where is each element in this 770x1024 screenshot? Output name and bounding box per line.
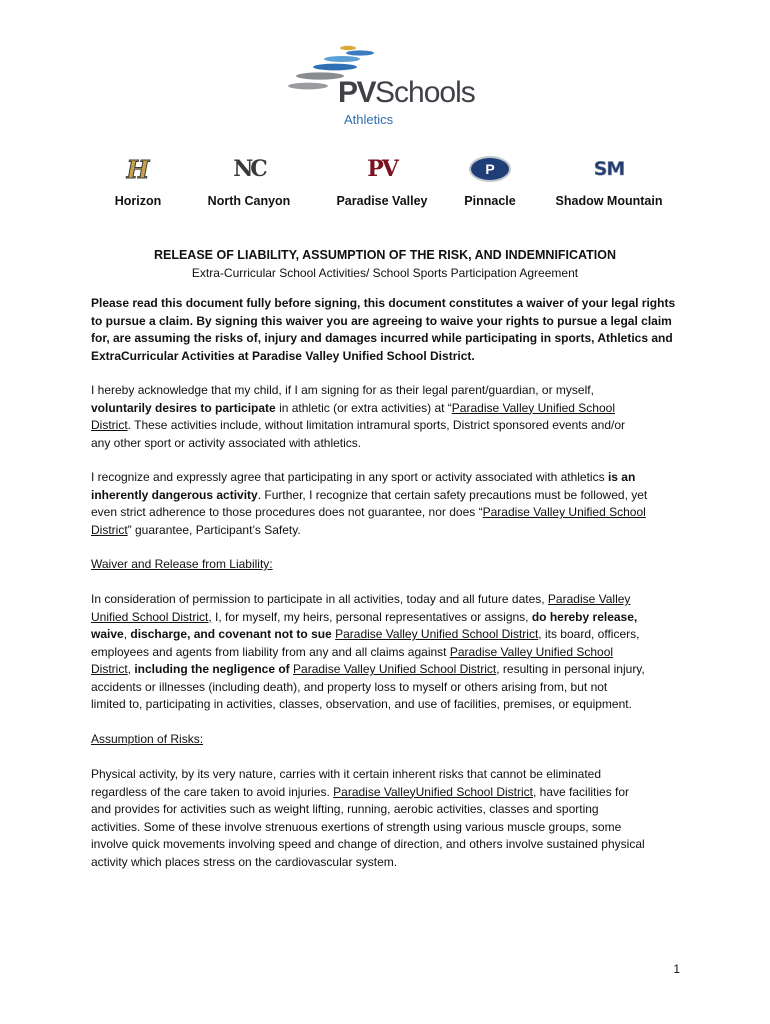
district-link: Paradise Valley Unified School (482, 505, 646, 519)
north-canyon-logo-icon: NC (233, 156, 265, 182)
waiver-paragraph: In consideration of permission to participate in all activities, today and all future dates, Paradise Valley Unified School District, I, for myself, my heirs, personal representatives or assigns, do hereby release, waive, discharge, and covenant not to sue Paradise Valley Unified School District, its board, officers, employees and agents from liability from any and all claims against Paradise Valley Unified School District, including the negligence of Paradise Valley Unified School District, resulting in personal injury, accidents or illnesses (including death), and property loss to myself or others arising from, but not limited to, participating in activities, classes, observation, and use of facilities, premises, or equipment. (91, 592, 645, 711)
risks-paragraph: Physical activity, by its very nature, carries with it certain inherent risks that cannot be eliminated regardless of the care taken to avoid injuries. Paradise ValleyUnified School District, have facilities for and provides for activities such as weight lifting, running, aerobic activities, classes and sporting activities. Some of these involve strenuous exertions of strength using various muscle groups, some involve quick movements involving speed and change of direction, and others involve sustained physical activity which places stress on the cardiovascular system. (91, 767, 645, 869)
school-pinnacle: P Pinnacle (458, 154, 522, 208)
document-subtitle: Extra-Curricular School Activities/ School Sports Participation Agreement (191, 266, 579, 280)
school-north-canyon: NC North Canyon (203, 154, 295, 208)
pvschools-logo (280, 40, 490, 132)
district-link: Paradise ValleyUnified School District, (333, 784, 537, 799)
district-link: Paradise Valley Unified School (449, 644, 614, 659)
page-number: 1 (673, 962, 680, 976)
waiver-heading: Waiver and Release from Liability: (91, 557, 273, 571)
school-paradise-valley: PV Paradise Valley (336, 156, 428, 208)
horizon-logo-icon: H (126, 154, 150, 184)
district-link: Paradise Valley Unified School District (293, 662, 497, 676)
intro-paragraph: Please read this document fully before signing, this document constitutes a waiver of your legal rights to pursue a claim. By signing this waiver you are agreeing to waive your rights to pursue a legal claim for, are assuming the risks of, injury and damages incurred while participating in sports, Athletics and ExtraCurricular Activities at Paradise Valley Unified School District. (91, 296, 676, 363)
shadow-mountain-logo-icon: SM (593, 158, 625, 180)
district-link: Paradise Valley Unified School (451, 400, 615, 415)
school-horizon: H Horizon (108, 154, 168, 208)
document-title: RELEASE OF LIABILITY, ASSUMPTION OF THE RISK, AND INDEMNIFICATION (153, 248, 617, 262)
district-link: Paradise Valley Unified School District (335, 627, 539, 641)
district-link: District (91, 522, 128, 537)
logo-subtitle: Athletics (344, 112, 394, 127)
school-shadow-mountain: SM Shadow Mountain (551, 154, 667, 208)
paradise-valley-logo-icon: PV (367, 156, 397, 182)
district-link: District (91, 418, 128, 432)
district-link: District (91, 662, 128, 676)
schools-row (0, 154, 770, 214)
district-link: Paradise Valley (547, 592, 631, 606)
recognition-paragraph: I recognize and expressly agree that participating in any sport or activity associated with athletics is an inherently dangerous activity. Further, I recognize that certain safety precautions must be followed, yet even strict adherence to those procedures does not guarantee, nor does “Paradise Valley Unified School District” guarantee, Participant’s Safety. (91, 470, 648, 537)
risks-heading: Assumption of Risks: (91, 732, 204, 746)
logo-wordmark: PVSchools (338, 76, 475, 109)
pinnacle-logo-icon: P (458, 154, 522, 184)
district-link: Unified School District, (91, 609, 212, 624)
acknowledgement-paragraph: I hereby acknowledge that my child, if I am signing for as their legal parent/guardian, or myself, voluntarily desires to participate in athletic (or extra activities) at “Paradise Valley Unified School District. These activities include, without limitation intramural sports, District sponsored events and/or any other sport or activity associated with athletics. (91, 383, 626, 450)
